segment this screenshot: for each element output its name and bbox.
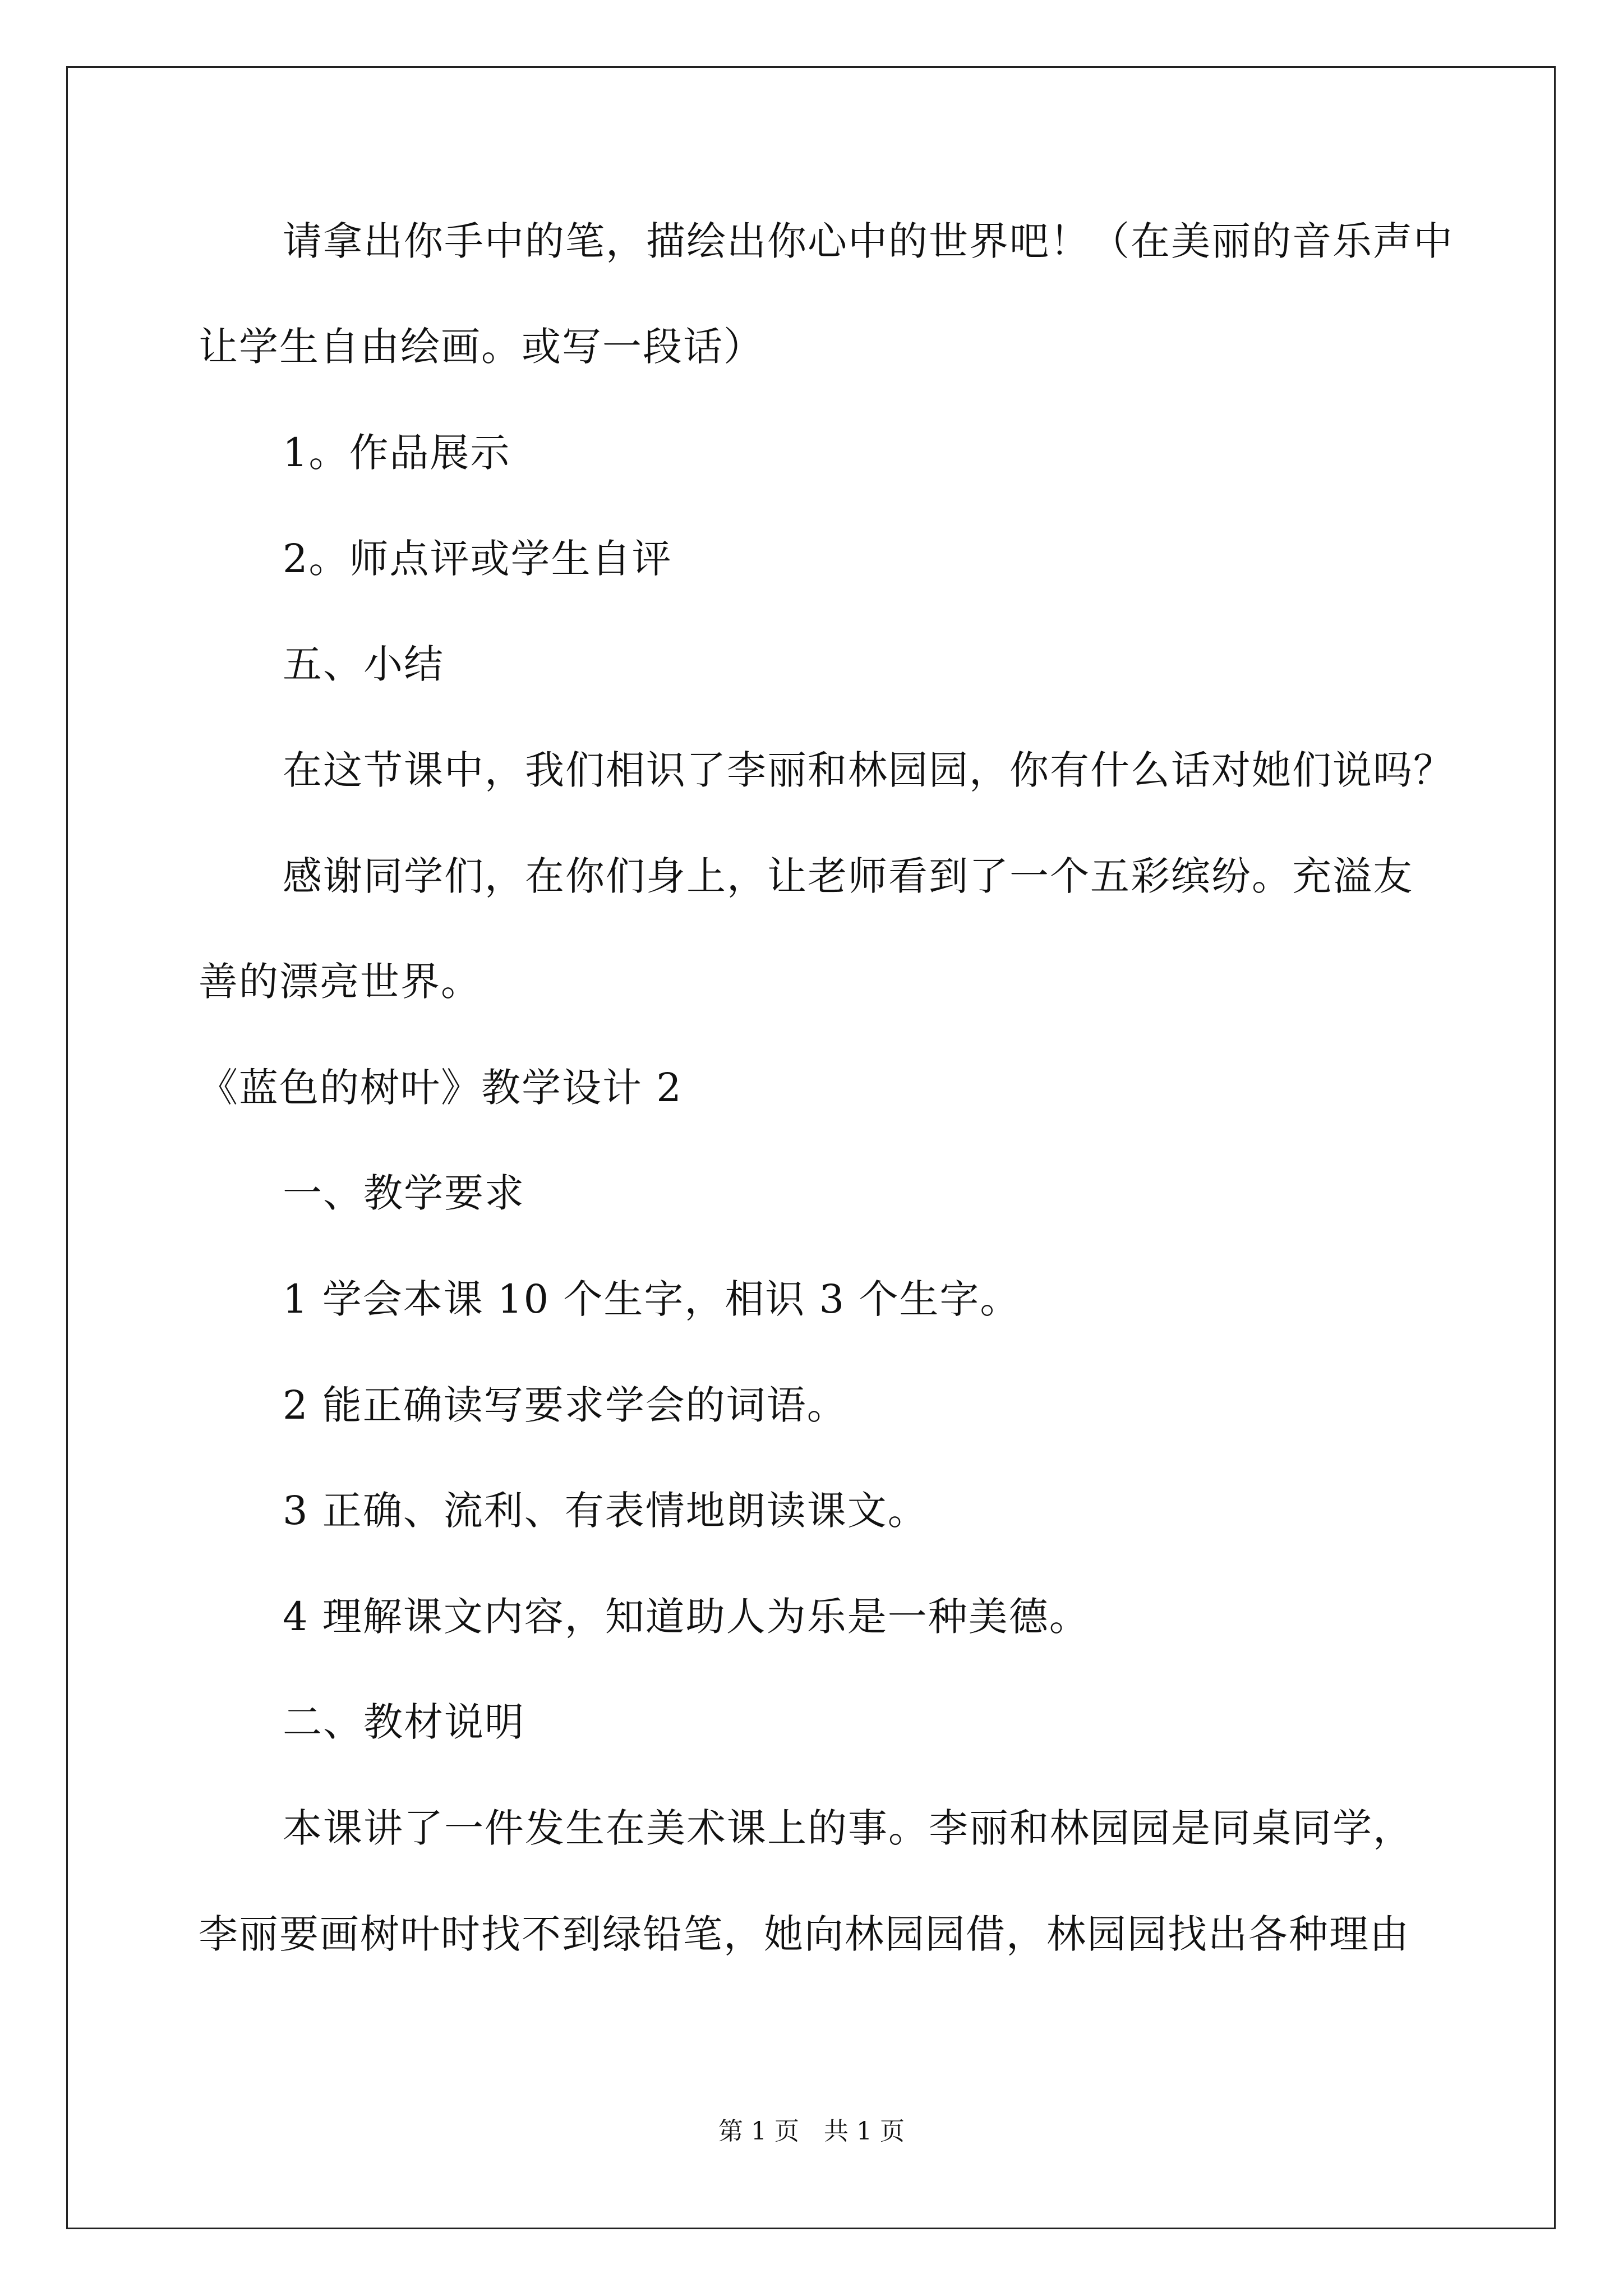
paragraph-line: 李丽要画树叶时找不到绿铅笔，她向林园园借，林园园找出各种理由 — [199, 1911, 1410, 1957]
section-heading: 一、教学要求 — [283, 1170, 525, 1216]
list-item: 3 正确、流利、有表情地朗读课文。 — [283, 1488, 928, 1534]
list-item: 4 理解课文内容，知道助人为乐是一种美德。 — [283, 1594, 1090, 1640]
document-title: 《蓝色的树叶》教学设计 2 — [199, 1065, 683, 1111]
section-heading: 二、教材说明 — [283, 1699, 525, 1745]
list-item: 2 能正确读写要求学会的词语。 — [283, 1382, 847, 1428]
paragraph-line: 感谢同学们，在你们身上，让老师看到了一个五彩缤纷。充溢友 — [283, 853, 1413, 899]
section-heading: 五、小结 — [283, 641, 444, 687]
list-item: 1 学会本课 10 个生字，相识 3 个生字。 — [283, 1276, 1021, 1322]
paragraph-line: 本课讲了一件发生在美术课上的事。李丽和林园园是同桌同学， — [283, 1805, 1413, 1851]
page-footer: 第 1 页 共 1 页 — [718, 2117, 905, 2146]
paragraph-line: 在这节课中，我们相识了李丽和林园园，你有什么话对她们说吗？ — [283, 747, 1454, 793]
paragraph-line: 请拿出你手中的笔，描绘出你心中的世界吧！（在美丽的音乐声中 — [283, 218, 1454, 264]
page-border — [66, 66, 1556, 2229]
paragraph-line: 善的漂亮世界。 — [199, 959, 481, 1005]
list-item: 1。作品展示 — [283, 430, 511, 476]
list-item: 2。师点评或学生自评 — [283, 536, 672, 582]
paragraph-line: 让学生自由绘画。或写一段话） — [199, 324, 764, 370]
